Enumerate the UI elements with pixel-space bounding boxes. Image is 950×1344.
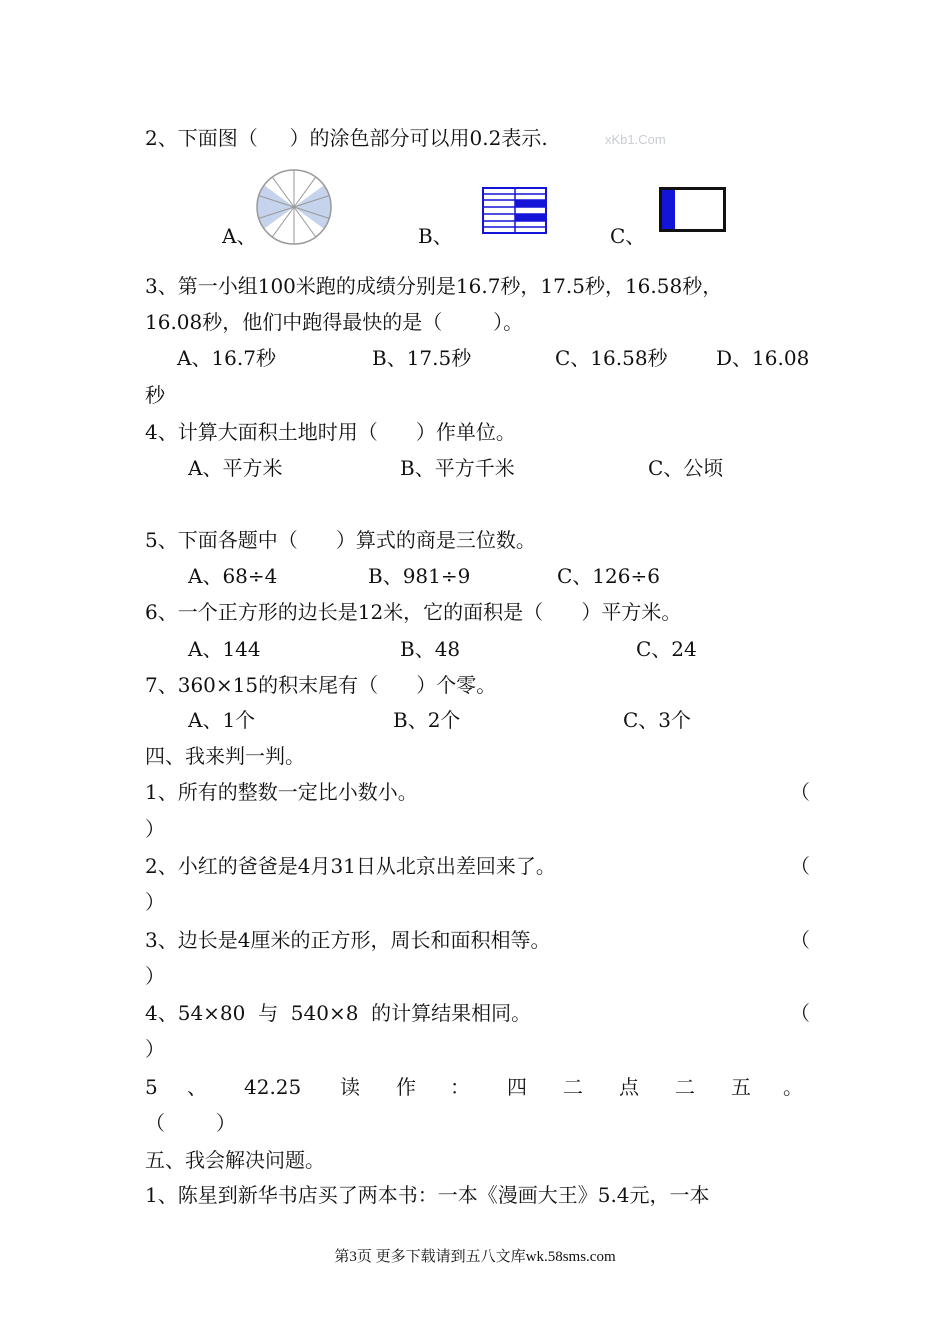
judge-item-1-close-paren: ） — [145, 817, 165, 841]
judge-item-5-part: 、 — [187, 1075, 207, 1099]
judge-item-5-part: 。 — [783, 1075, 803, 1099]
q2-option-c-label: C、 — [610, 224, 646, 248]
q6-stem: 6、一个正方形的边长是12米，它的面积是（ ）平方米。 — [145, 600, 682, 624]
judge-item-5-part: ： — [450, 1075, 470, 1099]
q3-option-b: B、17.5秒 — [372, 346, 472, 370]
judge-item-2-close-paren: ） — [145, 890, 165, 914]
judge-item-5-part: 二 — [563, 1075, 583, 1099]
q6-option-c: C、24 — [636, 637, 697, 661]
q3-line1: 3、第一小组100米跑的成绩分别是16.7秒，17.5秒，16.58秒， — [145, 274, 723, 298]
judge-item-5-part: 四 — [507, 1075, 527, 1099]
judge-item-4-close-paren: ） — [145, 1037, 165, 1061]
circle-figure — [253, 166, 335, 248]
judge-item-5-part: 五 — [731, 1075, 751, 1099]
judge-item-5-part: 5 — [145, 1075, 158, 1099]
judge-item-2-open-paren: （ — [790, 854, 810, 878]
q2-option-b-label: B、 — [418, 224, 453, 248]
q4-option-b: B、平方千米 — [400, 456, 515, 480]
bar-shaded-part — [662, 190, 675, 229]
grid-figure — [482, 187, 548, 235]
judge-item-2: 2、小红的爸爸是4月31日从北京出差回来了。 — [145, 854, 556, 878]
bar-figure — [659, 187, 727, 233]
judge-item-3: 3、边长是4厘米的正方形，周长和面积相等。 — [145, 928, 551, 952]
judge-item-3-close-paren: ） — [145, 964, 165, 988]
q6-option-b: B、48 — [400, 637, 461, 661]
q5-option-c: C、126÷6 — [557, 564, 660, 588]
q4-option-a: A、平方米 — [188, 456, 283, 480]
q5-option-a: A、68÷4 — [188, 564, 278, 588]
q7-option-c: C、3个 — [623, 708, 692, 732]
q7-option-a: A、1个 — [188, 708, 256, 732]
page-footer: 第3页 更多下载请到五八文库wk.58sms.com — [334, 1249, 616, 1265]
q2-option-a-label: A、 — [222, 224, 257, 248]
q3-line2: 16.08秒，他们中跑得最快的是（ ）。 — [145, 310, 524, 334]
grid-shaded-cell-2 — [515, 214, 546, 221]
q2-stem: 2、下面图（ ）的涂色部分可以用0.2表示. — [145, 126, 548, 150]
q3-option-d-wrap: 秒 — [145, 383, 165, 407]
judge-item-5-part: 点 — [619, 1075, 639, 1099]
q7-option-b: B、2个 — [393, 708, 461, 732]
judge-item-4-open-paren: （ — [790, 1001, 810, 1025]
q4-stem: 4、计算大面积土地时用（ ）作单位。 — [145, 420, 516, 444]
section5-q1: 1、陈星到新华书店买了两本书：一本《漫画大王》5.4元，一本 — [145, 1183, 710, 1207]
judge-item-5-part: 读 — [340, 1075, 360, 1099]
q3-option-a: A、16.7秒 — [177, 346, 276, 370]
section4-title: 四、我来判一判。 — [145, 744, 305, 768]
q4-option-c: C、公顷 — [648, 456, 724, 480]
q3-option-c: C、16.58秒 — [555, 346, 668, 370]
q7-stem: 7、360×15的积末尾有（ ）个零。 — [145, 673, 497, 697]
judge-item-1: 1、所有的整数一定比小数小。 — [145, 780, 418, 804]
judge-item-5-part: 二 — [675, 1075, 695, 1099]
section5-title: 五、我会解决问题。 — [145, 1148, 325, 1172]
judge-item-4: 4、54×80 与 540×8 的计算结果相同。 — [145, 1001, 532, 1025]
judge-item-5-part: 作 — [396, 1075, 416, 1099]
judge-item-5-part: 42.25 — [244, 1075, 302, 1099]
judge-item-3-open-paren: （ — [790, 928, 810, 952]
q6-option-a: A、144 — [188, 637, 261, 661]
q3-option-d: D、16.08 — [716, 346, 810, 370]
q5-stem: 5、下面各题中（ ）算式的商是三位数。 — [145, 528, 536, 552]
watermark-text: xKb1.Com — [605, 132, 666, 147]
q5-option-b: B、981÷9 — [368, 564, 471, 588]
judge-item-5-paren: （ ） — [145, 1111, 236, 1135]
grid-shaded-cell-1 — [515, 200, 546, 207]
judge-item-1-open-paren: （ — [790, 780, 810, 804]
